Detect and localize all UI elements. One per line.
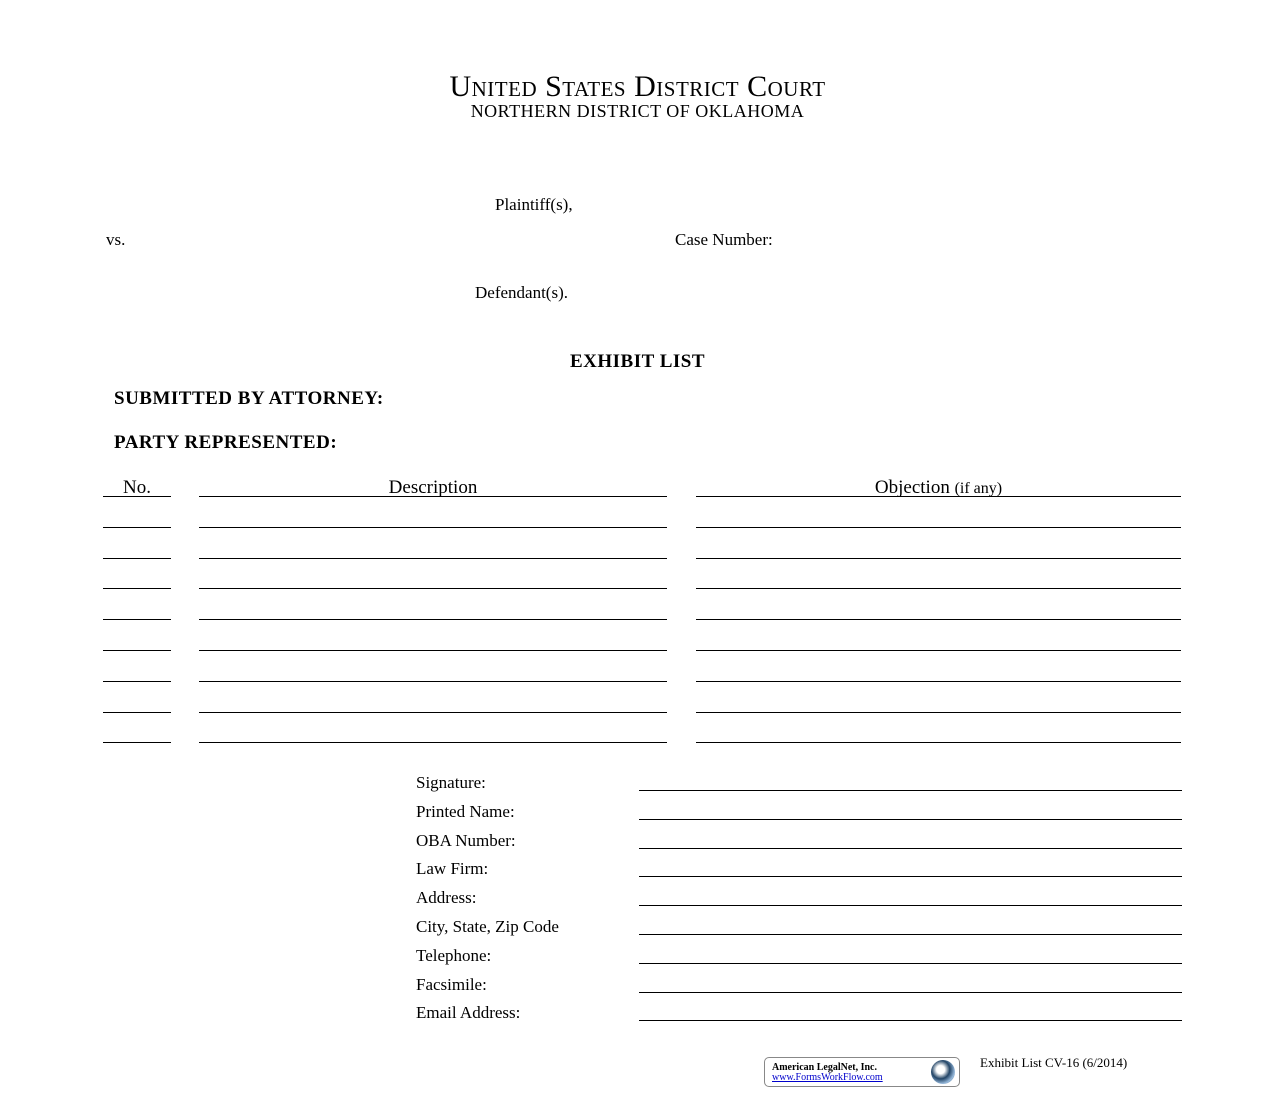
american-legalnet-logo[interactable] (764, 1057, 960, 1087)
exhibit-description-field-8[interactable] (199, 720, 667, 743)
signature-field-label: Law Firm: (416, 859, 489, 878)
exhibit-objection-field-6[interactable] (696, 659, 1181, 682)
signature-field-input-2[interactable] (639, 826, 1182, 849)
form-title: EXHIBIT LIST (569, 351, 706, 372)
plaintiff-label: Plaintiff(s), (495, 195, 573, 214)
exhibit-objection-field-3[interactable] (696, 566, 1181, 589)
signature-field-input-8[interactable] (639, 998, 1182, 1021)
exhibit-no-field-5[interactable] (103, 628, 171, 651)
exhibit-objection-field-7[interactable] (696, 690, 1181, 713)
objection-note: (if any) (954, 480, 1003, 497)
exhibit-no-field-4[interactable] (103, 597, 171, 620)
exhibit-description-field-7[interactable] (199, 690, 667, 713)
signature-field-input-7[interactable] (639, 970, 1182, 993)
signature-field-label: Signature: (416, 773, 486, 792)
case-number-label: Case Number: (675, 230, 773, 249)
header-rule-objection (696, 496, 1181, 497)
exhibit-description-field-4[interactable] (199, 597, 667, 620)
signature-field-label: Email Address: (416, 1003, 521, 1022)
exhibit-no-field-8[interactable] (103, 720, 171, 743)
column-header-description: Description (388, 477, 478, 498)
exhibit-description-field-1[interactable] (199, 505, 667, 528)
exhibit-objection-field-5[interactable] (696, 628, 1181, 651)
exhibit-no-field-7[interactable] (103, 690, 171, 713)
signature-field-label: Address: (416, 888, 477, 907)
globe-icon (931, 1060, 955, 1084)
signature-field-label: Telephone: (416, 946, 492, 965)
logo-url-link[interactable]: www.FormsWorkFlow.com (772, 1072, 883, 1083)
column-header-no: No. (123, 477, 151, 498)
signature-field-input-3[interactable] (639, 854, 1182, 877)
signature-field-label: City, State, Zip Code (416, 917, 559, 936)
signature-field-label: OBA Number: (416, 831, 516, 850)
exhibit-description-field-5[interactable] (199, 628, 667, 651)
submitted-by-label: SUBMITTED BY ATTORNEY: (114, 388, 384, 409)
form-id: Exhibit List CV-16 (6/2014) (980, 1055, 1128, 1070)
exhibit-no-field-1[interactable] (103, 505, 171, 528)
exhibit-objection-field-2[interactable] (696, 536, 1181, 559)
header-rule-description (199, 496, 667, 497)
exhibit-no-field-2[interactable] (103, 536, 171, 559)
defendant-label: Defendant(s). (475, 283, 568, 302)
exhibit-objection-field-8[interactable] (696, 720, 1181, 743)
exhibit-no-field-3[interactable] (103, 566, 171, 589)
exhibit-no-field-6[interactable] (103, 659, 171, 682)
district-subtitle: NORTHERN DISTRICT OF OKLAHOMA (470, 101, 805, 121)
court-title: United States District Court (449, 70, 826, 103)
party-represented-label: PARTY REPRESENTED: (114, 432, 338, 453)
exhibit-objection-field-4[interactable] (696, 597, 1181, 620)
signature-field-input-6[interactable] (639, 941, 1182, 964)
signature-field-input-1[interactable] (639, 797, 1182, 820)
logo-name: American LegalNet, Inc. (772, 1062, 877, 1073)
signature-field-input-0[interactable] (639, 768, 1182, 791)
objection-label: Objection (874, 477, 950, 498)
exhibit-description-field-2[interactable] (199, 536, 667, 559)
exhibit-description-field-3[interactable] (199, 566, 667, 589)
vs-label: vs. (106, 230, 126, 249)
signature-field-input-5[interactable] (639, 912, 1182, 935)
exhibit-description-field-6[interactable] (199, 659, 667, 682)
header-rule-no (103, 496, 171, 497)
exhibit-objection-field-1[interactable] (696, 505, 1181, 528)
signature-field-label: Printed Name: (416, 802, 515, 821)
signature-field-input-4[interactable] (639, 883, 1182, 906)
signature-field-label: Facsimile: (416, 975, 487, 994)
